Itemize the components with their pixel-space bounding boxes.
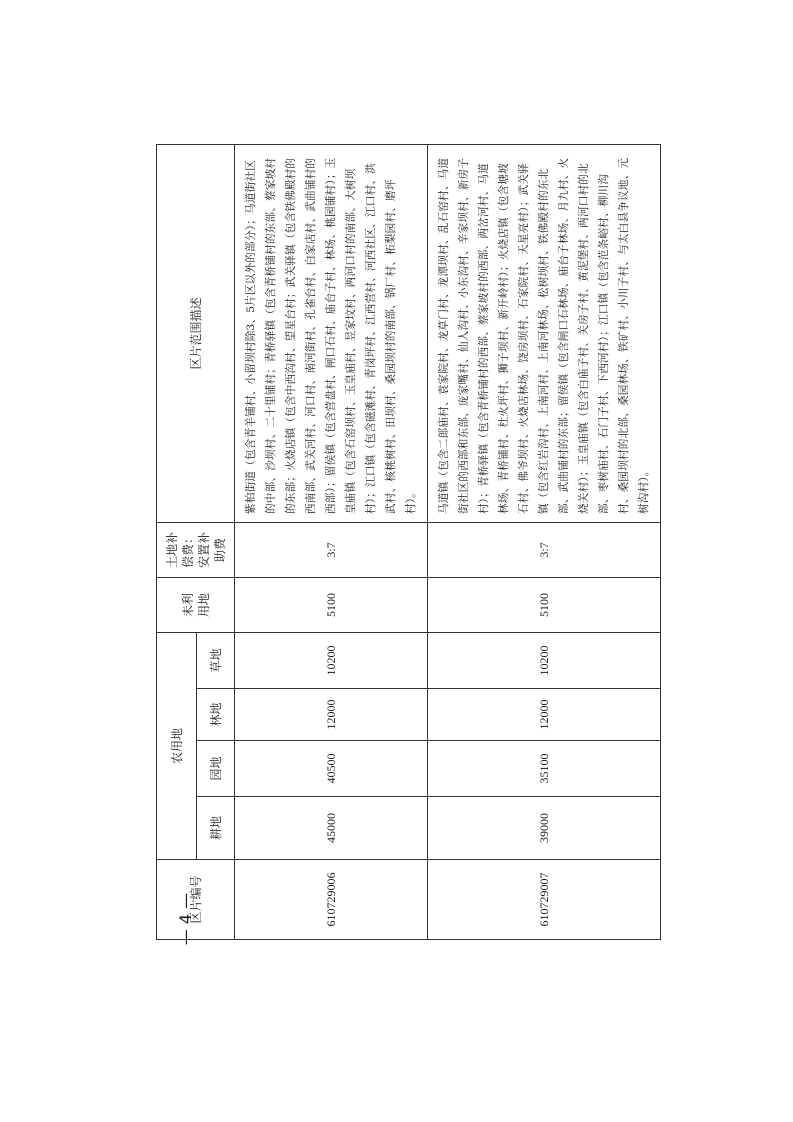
- zone-id-cell: 610729006: [235, 860, 428, 940]
- page-number: — 4 —: [176, 892, 195, 946]
- header-farmland: 耕地: [197, 797, 235, 860]
- table-row: [428, 144, 661, 939]
- ratio-cell: 3:7: [235, 522, 428, 577]
- garden-cell: 35100: [428, 741, 661, 797]
- forest-cell: 12000: [428, 689, 661, 741]
- grass-cell: 10200: [235, 632, 428, 688]
- ratio-cell: 3:7: [428, 522, 661, 577]
- header-zone-id: 区片编号: [157, 860, 235, 940]
- farmland-cell: 39000: [428, 797, 661, 860]
- farmland-cell: 45000: [235, 797, 428, 860]
- table-row: [235, 144, 428, 939]
- header-grass: 草地: [197, 632, 235, 688]
- description-cell: 马道镇（包含二郎庙村、袁家院村、龙草门村、龙潭坝村、乱石窑村、马道街社区的西部和东部、庞家嘴村、仙人沟村、小东沟村、辛家坝村、新房子村）；青桥驿镇（包含青桥铺村的西部、蔡家坡村的西部、两岔河村、马道林场、青桥铺村、杜火坪村、狮子坝村、新开岭村）；火烧店镇（包含塘坡石村、佛爷坝村、火烧店林场、饶房坝村、石家院村、天星亮村）；武关驿镇（包含红岩沟村、上南河村、上南河林场、松树坝村、铁佛殿村的东北部、武曲铺村的东部；留侯镇（包含闸口石林场、庙台子林场、月九村、火烧关村）；玉皇庙镇（包含白庙子村、关房子村、黄泥堡村、两河口村的北部、枣树庙村、石门子村、下西河村）；江口镇（包含范条峪村、柳川沟村、桑园坝村的北部、桑园林场、铁矿村、小川子村、与太白县争议地、元树沟村）。: [428, 144, 661, 522]
- zone-id-cell: 610729007: [428, 860, 661, 940]
- header-unused-land: 未利用地: [157, 577, 235, 632]
- unused-cell: 5100: [428, 577, 661, 632]
- header-description: 区片范围描述: [157, 144, 235, 522]
- header-forest: 林地: [197, 689, 235, 741]
- header-agri-land: 农用地: [157, 632, 197, 859]
- grass-cell: 10200: [428, 632, 661, 688]
- header-garden: 园地: [197, 741, 235, 797]
- land-compensation-table: [156, 144, 661, 940]
- unused-cell: 5100: [235, 577, 428, 632]
- description-cell: 紫柏街道（包含青羊铺村、小留坝村除3、5片区以外的部分）；马道街社区的中部、沙坝村、二十里铺村；青桥驿镇（包含青桥铺村的东部、蔡家坡村的东部；火烧店镇（包含中西沟村、望星台村；武关驿镇（包含铁佛殿村的西南部、武关河村、河口村、南河街村、孔雀台村、白家店村、武曲铺村的西部）；留侯镇（包含营盘村、闸口石村、庙台子村、林场、桃园铺村）；玉皇庙镇（包含石窑坝村、玉皇庙村、昱家坟村、两河口村的南部、大树坝村）；江口镇（包含磁滩村、青岗坪村、江西营村、河西社区、江口村、洪武村、核桃树村、田坝村、桑园坝村的南部、锅厂村、柘梨园村、磨坪村）。: [235, 144, 428, 522]
- header-ratio: 土地补偿费：安置补助费: [157, 522, 235, 577]
- garden-cell: 40500: [235, 741, 428, 797]
- forest-cell: 12000: [235, 689, 428, 741]
- compensation-table-rotated: [156, 145, 650, 940]
